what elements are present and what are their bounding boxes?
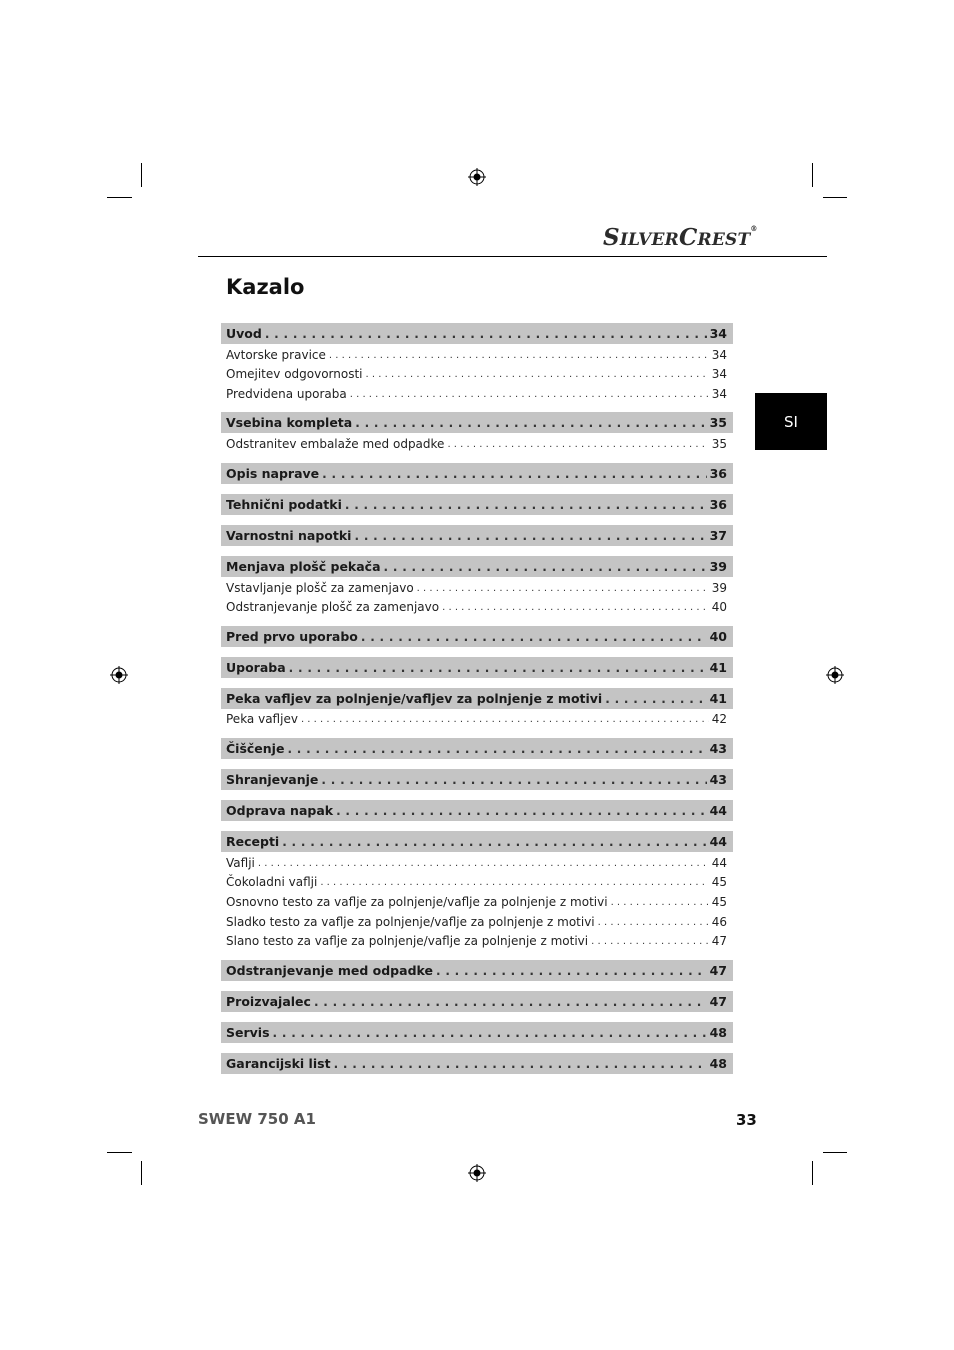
toc-label: Vaflji: [226, 856, 255, 870]
toc-label: Servis: [226, 1025, 270, 1040]
toc-leader: [321, 773, 706, 787]
toc-label: Uvod: [226, 326, 262, 341]
toc-section[interactable]: [221, 738, 733, 759]
toc-leader: [301, 714, 709, 725]
language-tab-label: SI: [784, 412, 798, 431]
toc-section[interactable]: [221, 463, 733, 484]
toc-section[interactable]: [221, 960, 733, 981]
toc-label: Osnovno testo za vaflje za polnjenje/vaflje za polnjenje z motivi: [226, 895, 608, 909]
toc-entry[interactable]: [221, 365, 733, 383]
toc-label: Peka vafljev: [226, 712, 298, 726]
toc-label: Odstranjevanje plošč za zamenjavo: [226, 600, 440, 614]
page-title: Kazalo: [226, 275, 305, 299]
toc-leader: [361, 630, 707, 644]
toc-leader: [258, 858, 709, 869]
toc-label: Odstranitev embalaže med odpadke: [226, 437, 445, 451]
toc-label: Garancijski list: [226, 1056, 331, 1071]
toc-leader: [417, 583, 709, 594]
crop-mark: [823, 1152, 847, 1153]
toc-section[interactable]: [221, 800, 733, 821]
toc-section[interactable]: [221, 525, 733, 546]
toc-page: 37: [709, 528, 727, 543]
toc-leader: [366, 369, 709, 380]
toc-leader: [273, 1026, 707, 1040]
toc-entry[interactable]: [221, 913, 733, 931]
registration-mark-icon: [468, 168, 486, 186]
toc-label: Peka vafljev za polnjenje/vafljev za polnjenje z motivi: [226, 691, 603, 706]
toc-leader: [611, 897, 709, 908]
crop-mark: [107, 1152, 132, 1153]
crop-mark: [812, 163, 813, 187]
toc-page: 35: [709, 415, 727, 430]
toc-leader: [320, 877, 708, 888]
toc-page: 36: [709, 497, 727, 512]
toc-leader: [354, 529, 706, 543]
toc-section[interactable]: [221, 831, 733, 852]
toc-leader: [436, 964, 707, 978]
toc-page: 34: [711, 367, 727, 381]
toc-label: Opis naprave: [226, 466, 320, 481]
toc-label: Predvidena uporaba: [226, 387, 347, 401]
toc-page: 41: [709, 660, 727, 675]
toc-page: 34: [711, 387, 727, 401]
toc-page: 47: [709, 963, 727, 978]
toc-entry[interactable]: [221, 710, 733, 728]
toc-leader: [265, 327, 707, 341]
toc-label: Odprava napak: [226, 803, 334, 818]
toc-leader: [334, 1057, 707, 1071]
toc-label: Vstavljanje plošč za zamenjavo: [226, 581, 414, 595]
toc-label: Uporaba: [226, 660, 286, 675]
toc-entry[interactable]: [221, 598, 733, 616]
toc-label: Varnostni napotki: [226, 528, 352, 543]
toc-page: 39: [711, 581, 727, 595]
model-number: SWEW 750 A1: [198, 1110, 316, 1128]
crop-mark: [141, 163, 142, 187]
toc-page: 44: [709, 834, 727, 849]
toc-page: 43: [709, 741, 727, 756]
toc-section[interactable]: [221, 657, 733, 678]
toc-label: Vsebina kompleta: [226, 415, 353, 430]
toc-page: 48: [709, 1025, 727, 1040]
toc-section[interactable]: [221, 1053, 733, 1074]
toc-page: 47: [711, 934, 727, 948]
toc-section[interactable]: [221, 1022, 733, 1043]
toc-page: 47: [709, 994, 727, 1009]
toc-entry[interactable]: [221, 579, 733, 597]
toc-label: Čokoladni vaflji: [226, 875, 318, 889]
toc-section[interactable]: [221, 688, 733, 709]
brand-tail-rest: REST: [697, 230, 751, 250]
toc-section[interactable]: [221, 626, 733, 647]
toc-page: 35: [711, 437, 727, 451]
registered-mark: ®: [750, 224, 758, 233]
toc-leader: [605, 692, 706, 706]
toc-leader: [289, 661, 707, 675]
toc-leader: [355, 416, 706, 430]
registration-mark-icon: [468, 1164, 486, 1182]
header-rule: [198, 256, 827, 257]
brand-lead-rest: ILVER: [619, 230, 679, 250]
toc-page: 40: [709, 629, 727, 644]
toc-leader: [447, 439, 708, 450]
toc-leader: [322, 467, 706, 481]
brand-lead-initial: S: [603, 224, 620, 251]
toc-section[interactable]: [221, 323, 733, 344]
toc-page: 36: [709, 466, 727, 481]
toc-section[interactable]: [221, 412, 733, 433]
toc-label: Recepti: [226, 834, 280, 849]
toc-page: 41: [709, 691, 727, 706]
toc-leader: [384, 560, 707, 574]
toc-label: Tehnični podatki: [226, 497, 342, 512]
toc-page: 40: [711, 600, 727, 614]
language-tab: [755, 393, 827, 450]
toc-page: 34: [709, 326, 727, 341]
toc-leader: [591, 936, 709, 947]
crop-mark: [107, 197, 132, 198]
brand-tail-initial: C: [678, 224, 698, 251]
toc-page: 45: [711, 875, 727, 889]
toc-leader: [345, 498, 707, 512]
toc-leader: [598, 917, 709, 928]
toc-leader: [282, 835, 706, 849]
toc-leader: [314, 995, 707, 1009]
brand-logo: [603, 224, 758, 251]
toc-page: 46: [711, 915, 727, 929]
toc-leader: [442, 602, 709, 613]
toc-page: 42: [711, 712, 727, 726]
toc-page: 48: [709, 1056, 727, 1071]
page-number: 33: [736, 1111, 757, 1129]
toc-page: 44: [709, 803, 727, 818]
toc-page: 43: [709, 772, 727, 787]
toc-leader: [329, 350, 709, 361]
toc-section[interactable]: [221, 494, 733, 515]
toc-section[interactable]: [221, 556, 733, 577]
toc-leader: [287, 742, 706, 756]
registration-mark-icon: [826, 666, 844, 684]
toc-entry[interactable]: [221, 854, 733, 872]
toc-page: 45: [711, 895, 727, 909]
toc-page: 39: [709, 559, 727, 574]
toc-label: Odstranjevanje med odpadke: [226, 963, 433, 978]
crop-mark: [141, 1161, 142, 1185]
toc-section[interactable]: [221, 769, 733, 790]
toc-page: 44: [711, 856, 727, 870]
toc-leader: [350, 389, 709, 400]
toc-entry[interactable]: [221, 873, 733, 891]
toc-label: Čiščenje: [226, 741, 285, 756]
toc-label: Shranjevanje: [226, 772, 319, 787]
toc-label: Pred prvo uporabo: [226, 629, 358, 644]
crop-mark: [823, 197, 847, 198]
toc-entry[interactable]: [221, 385, 733, 403]
toc-label: Menjava plošč pekača: [226, 559, 381, 574]
registration-mark-icon: [110, 666, 128, 684]
crop-mark: [812, 1161, 813, 1185]
toc-label: Omejitev odgovornosti: [226, 367, 363, 381]
toc-leader: [336, 804, 707, 818]
toc-label: Slano testo za vaflje za polnjenje/vaflje za polnjenje z motivi: [226, 934, 589, 948]
toc-page: 34: [711, 348, 727, 362]
toc-section[interactable]: [221, 991, 733, 1012]
toc-entry[interactable]: [221, 435, 733, 453]
toc-entry[interactable]: [221, 893, 733, 911]
toc-label: Avtorske pravice: [226, 348, 326, 362]
toc-entry[interactable]: [221, 346, 733, 364]
toc-label: Proizvajalec: [226, 994, 311, 1009]
toc-label: Sladko testo za vaflje za polnjenje/vaflje za polnjenje z motivi: [226, 915, 595, 929]
toc-entry[interactable]: [221, 932, 733, 950]
